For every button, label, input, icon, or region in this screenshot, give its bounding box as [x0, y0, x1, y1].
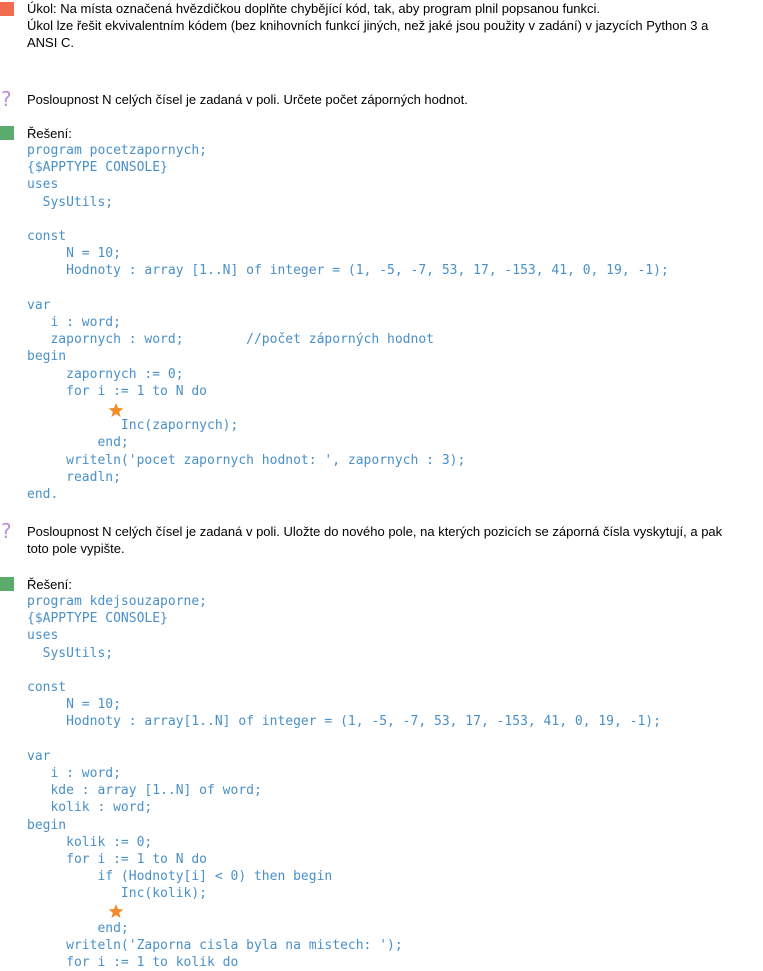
star-icon [108, 903, 124, 919]
star-icon [108, 402, 124, 418]
solution-2-label: Řešení: [27, 577, 72, 592]
code-block-1: program pocetzapornych; {$APPTYPE CONSOLE} uses SysUtils; const N = 10; Hodnoty : array [1..N] of integer = (1, -5, -7, 53, 17, -153, 41, 0, 19, -1); var i : word; zapornych : word; //počet záporných hodnot begin zapornych := 0; for i := 1 to N do Inc(zapornych); end; writeln('pocet zapornych hodnot: ', zapornych : 3); readln; end. [27, 143, 669, 503]
solution-1-label: Řešení: [27, 126, 72, 141]
task-line-1: Úkol: Na místa označená hvězdičkou doplňte chybějící kód, tak, aby program plnil popsanou funkci. [27, 1, 601, 16]
question-1-text: Posloupnost N celých čísel je zadaná v poli. Určete počet záporných hodnot. [27, 92, 468, 107]
task-line-2: Úkol lze řešit ekvivalentním kódem (bez knihovních funkcí jiných, než jaké jsou použity v zadání) v jazycích Python 3 a [27, 18, 709, 33]
solution-marker-icon [0, 577, 14, 591]
task-line-3: ANSI C. [27, 35, 74, 50]
question-2-text-line-2: toto pole vypište. [27, 541, 125, 556]
solution-marker-icon [0, 126, 14, 140]
code-block-2: program kdejsouzaporne; {$APPTYPE CONSOLE} uses SysUtils; const N = 10; Hodnoty : array[1..N] of integer = (1, -5, -7, 53, 17, -153, 41, 0, 19, -1); var i : word; kde : array [1..N] of word; kolik : word; begin kolik := 0; for i := 1 to N do if (Hodnoty[i] < 0) then begin Inc(kolik); end; writeln('Zaporna cisla byla na mistech: '); for i := 1 to kolik do [27, 594, 661, 971]
task-marker-icon [0, 2, 14, 16]
question-mark-icon: ? [1, 87, 12, 111]
question-2-text-line-1: Posloupnost N celých čísel je zadaná v poli. Uložte do nového pole, na kterých pozicích se záporná čísla vyskytují, a pak [27, 524, 723, 539]
question-mark-icon: ? [1, 519, 12, 543]
